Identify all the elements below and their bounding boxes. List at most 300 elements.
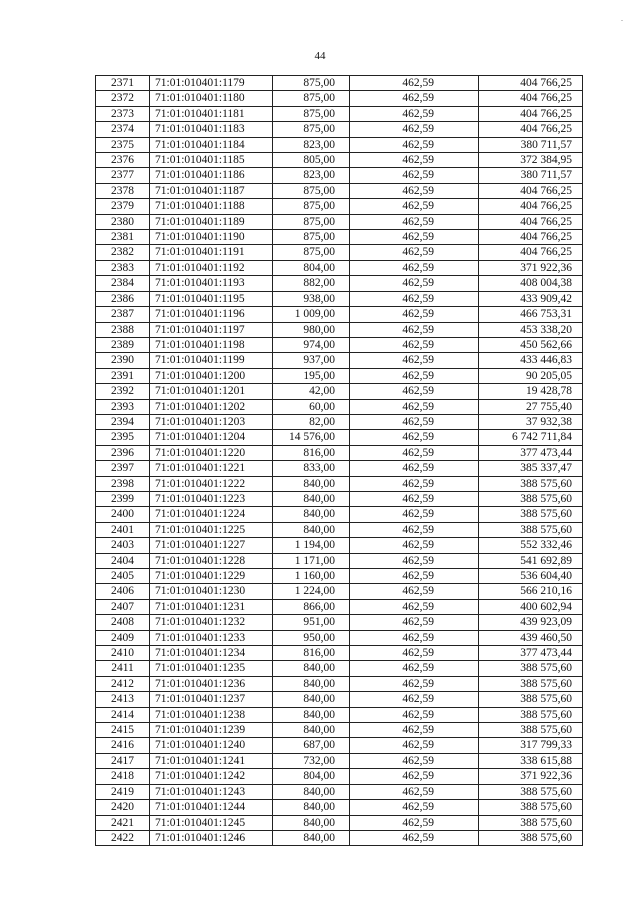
- rate-cell: 462,59: [350, 630, 479, 645]
- value-cell: 552 332,46: [479, 538, 583, 553]
- area-cell: 840,00: [273, 707, 350, 722]
- value-cell: 566 210,16: [479, 584, 583, 599]
- cadastral-number-cell: 71:01:010401:1179: [150, 76, 273, 91]
- cadastral-number-cell: 71:01:010401:1231: [150, 599, 273, 614]
- rate-cell: 462,59: [350, 692, 479, 707]
- row-number-cell: 2404: [96, 553, 150, 568]
- row-number-cell: 2388: [96, 322, 150, 337]
- rate-cell: 462,59: [350, 553, 479, 568]
- table-row: [96, 414, 583, 429]
- row-number-cell: 2376: [96, 153, 150, 168]
- table-row: [96, 569, 583, 584]
- rate-cell: 462,59: [350, 307, 479, 322]
- value-cell: 388 575,60: [479, 707, 583, 722]
- area-cell: 1 171,00: [273, 553, 350, 568]
- area-cell: 951,00: [273, 615, 350, 630]
- table-row: [96, 399, 583, 414]
- value-cell: 388 575,60: [479, 723, 583, 738]
- rate-cell: 462,59: [350, 137, 479, 152]
- area-cell: 823,00: [273, 168, 350, 183]
- table-row: [96, 307, 583, 322]
- value-cell: 404 766,25: [479, 122, 583, 137]
- area-cell: 840,00: [273, 830, 350, 845]
- area-cell: 974,00: [273, 337, 350, 352]
- table-row: [96, 461, 583, 476]
- area-cell: 840,00: [273, 522, 350, 537]
- table-row: [96, 260, 583, 275]
- rate-cell: 462,59: [350, 723, 479, 738]
- value-cell: 404 766,25: [479, 245, 583, 260]
- rate-cell: 462,59: [350, 214, 479, 229]
- area-cell: 866,00: [273, 599, 350, 614]
- rate-cell: 462,59: [350, 153, 479, 168]
- area-cell: 805,00: [273, 153, 350, 168]
- table-row: [96, 723, 583, 738]
- row-number-cell: 2393: [96, 399, 150, 414]
- cadastral-number-cell: 71:01:010401:1228: [150, 553, 273, 568]
- table-row: [96, 76, 583, 91]
- table-row: [96, 384, 583, 399]
- area-cell: 840,00: [273, 784, 350, 799]
- row-number-cell: 2418: [96, 769, 150, 784]
- rate-cell: 462,59: [350, 461, 479, 476]
- area-cell: 840,00: [273, 723, 350, 738]
- cadastral-number-cell: 71:01:010401:1193: [150, 276, 273, 291]
- rate-cell: 462,59: [350, 707, 479, 722]
- area-cell: 840,00: [273, 476, 350, 491]
- table-row: [96, 661, 583, 676]
- cadastral-number-cell: 71:01:010401:1246: [150, 830, 273, 845]
- rate-cell: 462,59: [350, 738, 479, 753]
- cadastral-number-cell: 71:01:010401:1196: [150, 307, 273, 322]
- area-cell: 82,00: [273, 414, 350, 429]
- cadastral-number-cell: 71:01:010401:1239: [150, 723, 273, 738]
- value-cell: 404 766,25: [479, 199, 583, 214]
- table-row: [96, 830, 583, 845]
- value-cell: 6 742 711,84: [479, 430, 583, 445]
- row-number-cell: 2414: [96, 707, 150, 722]
- cadastral-number-cell: 71:01:010401:1236: [150, 676, 273, 691]
- value-cell: 388 575,60: [479, 491, 583, 506]
- rate-cell: 462,59: [350, 476, 479, 491]
- table-row: [96, 214, 583, 229]
- rate-cell: 462,59: [350, 646, 479, 661]
- cadastral-number-cell: 71:01:010401:1200: [150, 368, 273, 383]
- row-number-cell: 2409: [96, 630, 150, 645]
- area-cell: 980,00: [273, 322, 350, 337]
- rate-cell: 462,59: [350, 445, 479, 460]
- rate-cell: 462,59: [350, 615, 479, 630]
- row-number-cell: 2405: [96, 569, 150, 584]
- cadastral-number-cell: 71:01:010401:1240: [150, 738, 273, 753]
- row-number-cell: 2422: [96, 830, 150, 845]
- area-cell: 823,00: [273, 137, 350, 152]
- row-number-cell: 2421: [96, 815, 150, 830]
- value-cell: 388 575,60: [479, 676, 583, 691]
- value-cell: 404 766,25: [479, 230, 583, 245]
- rate-cell: 462,59: [350, 337, 479, 352]
- cadastral-number-cell: 71:01:010401:1186: [150, 168, 273, 183]
- cadastral-number-cell: 71:01:010401:1229: [150, 569, 273, 584]
- value-cell: 388 575,60: [479, 830, 583, 845]
- value-cell: 90 205,05: [479, 368, 583, 383]
- table-row: [96, 368, 583, 383]
- rate-cell: 462,59: [350, 769, 479, 784]
- value-cell: 541 692,89: [479, 553, 583, 568]
- area-cell: 1 194,00: [273, 538, 350, 553]
- row-number-cell: 2386: [96, 291, 150, 306]
- value-cell: 371 922,36: [479, 260, 583, 275]
- rate-cell: 462,59: [350, 830, 479, 845]
- rate-cell: 462,59: [350, 230, 479, 245]
- cadastral-number-cell: 71:01:010401:1183: [150, 122, 273, 137]
- table-row: [96, 599, 583, 614]
- table-row: [96, 507, 583, 522]
- corner-mark: .: [621, 14, 623, 23]
- row-number-cell: 2403: [96, 538, 150, 553]
- cadastral-number-cell: 71:01:010401:1190: [150, 230, 273, 245]
- cadastral-number-cell: 71:01:010401:1227: [150, 538, 273, 553]
- table-row: [96, 615, 583, 630]
- area-cell: 875,00: [273, 76, 350, 91]
- area-cell: 875,00: [273, 199, 350, 214]
- area-cell: 14 576,00: [273, 430, 350, 445]
- table-row: [96, 291, 583, 306]
- rate-cell: 462,59: [350, 569, 479, 584]
- cadastral-number-cell: 71:01:010401:1223: [150, 491, 273, 506]
- row-number-cell: 2383: [96, 260, 150, 275]
- cadastral-number-cell: 71:01:010401:1198: [150, 337, 273, 352]
- value-cell: 37 932,38: [479, 414, 583, 429]
- value-cell: 380 711,57: [479, 137, 583, 152]
- area-cell: 875,00: [273, 214, 350, 229]
- cadastral-number-cell: 71:01:010401:1181: [150, 106, 273, 121]
- area-cell: 816,00: [273, 646, 350, 661]
- value-cell: 433 446,83: [479, 353, 583, 368]
- row-number-cell: 2373: [96, 106, 150, 121]
- value-cell: 19 428,78: [479, 384, 583, 399]
- value-cell: 439 923,09: [479, 615, 583, 630]
- table-row: [96, 676, 583, 691]
- table-row: [96, 322, 583, 337]
- rate-cell: 462,59: [350, 368, 479, 383]
- rate-cell: 462,59: [350, 168, 479, 183]
- table-row: [96, 646, 583, 661]
- cadastral-number-cell: 71:01:010401:1192: [150, 260, 273, 275]
- table-row: [96, 630, 583, 645]
- row-number-cell: 2394: [96, 414, 150, 429]
- value-cell: 317 799,33: [479, 738, 583, 753]
- table-row: [96, 230, 583, 245]
- area-cell: 875,00: [273, 183, 350, 198]
- rate-cell: 462,59: [350, 353, 479, 368]
- area-cell: 875,00: [273, 122, 350, 137]
- cadastral-number-cell: 71:01:010401:1197: [150, 322, 273, 337]
- row-number-cell: 2377: [96, 168, 150, 183]
- area-cell: 833,00: [273, 461, 350, 476]
- rate-cell: 462,59: [350, 199, 479, 214]
- area-cell: 840,00: [273, 800, 350, 815]
- table-row: [96, 800, 583, 815]
- row-number-cell: 2407: [96, 599, 150, 614]
- cadastral-number-cell: 71:01:010401:1237: [150, 692, 273, 707]
- rate-cell: 462,59: [350, 183, 479, 198]
- rate-cell: 462,59: [350, 661, 479, 676]
- value-cell: 404 766,25: [479, 76, 583, 91]
- row-number-cell: 2408: [96, 615, 150, 630]
- rate-cell: 462,59: [350, 507, 479, 522]
- rate-cell: 462,59: [350, 106, 479, 121]
- cadastral-number-cell: 71:01:010401:1191: [150, 245, 273, 260]
- row-number-cell: 2399: [96, 491, 150, 506]
- table-row: [96, 137, 583, 152]
- row-number-cell: 2406: [96, 584, 150, 599]
- table-row: [96, 753, 583, 768]
- cadastral-number-cell: 71:01:010401:1195: [150, 291, 273, 306]
- value-cell: 433 909,42: [479, 291, 583, 306]
- row-number-cell: 2384: [96, 276, 150, 291]
- rate-cell: 462,59: [350, 815, 479, 830]
- row-number-cell: 2371: [96, 76, 150, 91]
- cadastral-number-cell: 71:01:010401:1185: [150, 153, 273, 168]
- row-number-cell: 2419: [96, 784, 150, 799]
- row-number-cell: 2398: [96, 476, 150, 491]
- cadastral-number-cell: 71:01:010401:1233: [150, 630, 273, 645]
- row-number-cell: 2379: [96, 199, 150, 214]
- value-cell: 400 602,94: [479, 599, 583, 614]
- value-cell: 377 473,44: [479, 646, 583, 661]
- cadastral-number-cell: 71:01:010401:1180: [150, 91, 273, 106]
- row-number-cell: 2413: [96, 692, 150, 707]
- table-row: [96, 445, 583, 460]
- area-cell: 937,00: [273, 353, 350, 368]
- cadastral-number-cell: 71:01:010401:1187: [150, 183, 273, 198]
- cadastral-number-cell: 71:01:010401:1224: [150, 507, 273, 522]
- rate-cell: 462,59: [350, 784, 479, 799]
- value-cell: 408 004,38: [479, 276, 583, 291]
- area-cell: 875,00: [273, 106, 350, 121]
- value-cell: 377 473,44: [479, 445, 583, 460]
- cadastral-number-cell: 71:01:010401:1184: [150, 137, 273, 152]
- value-cell: 371 922,36: [479, 769, 583, 784]
- table-row: [96, 769, 583, 784]
- area-cell: 804,00: [273, 769, 350, 784]
- value-cell: 466 753,31: [479, 307, 583, 322]
- value-cell: 388 575,60: [479, 507, 583, 522]
- area-cell: 840,00: [273, 507, 350, 522]
- cadastral-number-cell: 71:01:010401:1202: [150, 399, 273, 414]
- row-number-cell: 2395: [96, 430, 150, 445]
- cadastral-number-cell: 71:01:010401:1221: [150, 461, 273, 476]
- table-row: [96, 183, 583, 198]
- table-row: [96, 353, 583, 368]
- value-cell: 385 337,47: [479, 461, 583, 476]
- table-row: [96, 106, 583, 121]
- cadastral-number-cell: 71:01:010401:1243: [150, 784, 273, 799]
- rate-cell: 462,59: [350, 260, 479, 275]
- area-cell: 875,00: [273, 230, 350, 245]
- rate-cell: 462,59: [350, 384, 479, 399]
- area-cell: 1 009,00: [273, 307, 350, 322]
- row-number-cell: 2416: [96, 738, 150, 753]
- rate-cell: 462,59: [350, 599, 479, 614]
- table-row: [96, 337, 583, 352]
- table-body: [96, 76, 583, 846]
- table-row: [96, 784, 583, 799]
- cadastral-number-cell: 71:01:010401:1225: [150, 522, 273, 537]
- row-number-cell: 2396: [96, 445, 150, 460]
- value-cell: 388 575,60: [479, 661, 583, 676]
- area-cell: 875,00: [273, 91, 350, 106]
- row-number-cell: 2387: [96, 307, 150, 322]
- table-row: [96, 476, 583, 491]
- table-row: [96, 738, 583, 753]
- value-cell: 453 338,20: [479, 322, 583, 337]
- value-cell: 450 562,66: [479, 337, 583, 352]
- page-number: 44: [314, 50, 326, 62]
- table-row: [96, 707, 583, 722]
- rate-cell: 462,59: [350, 800, 479, 815]
- area-cell: 840,00: [273, 661, 350, 676]
- table-row: [96, 91, 583, 106]
- rate-cell: 462,59: [350, 276, 479, 291]
- rate-cell: 462,59: [350, 538, 479, 553]
- cadastral-number-cell: 71:01:010401:1235: [150, 661, 273, 676]
- rate-cell: 462,59: [350, 414, 479, 429]
- rate-cell: 462,59: [350, 676, 479, 691]
- table-row: [96, 553, 583, 568]
- row-number-cell: 2417: [96, 753, 150, 768]
- row-number-cell: 2380: [96, 214, 150, 229]
- table-row: [96, 153, 583, 168]
- area-cell: 938,00: [273, 291, 350, 306]
- cadastral-number-cell: 71:01:010401:1203: [150, 414, 273, 429]
- row-number-cell: 2374: [96, 122, 150, 137]
- rate-cell: 462,59: [350, 245, 479, 260]
- row-number-cell: 2415: [96, 723, 150, 738]
- area-cell: 950,00: [273, 630, 350, 645]
- rate-cell: 462,59: [350, 91, 479, 106]
- area-cell: 1 224,00: [273, 584, 350, 599]
- value-cell: 388 575,60: [479, 784, 583, 799]
- cadastral-number-cell: 71:01:010401:1201: [150, 384, 273, 399]
- rate-cell: 462,59: [350, 122, 479, 137]
- area-cell: 42,00: [273, 384, 350, 399]
- row-number-cell: 2390: [96, 353, 150, 368]
- rate-cell: 462,59: [350, 430, 479, 445]
- cadastral-number-cell: 71:01:010401:1220: [150, 445, 273, 460]
- area-cell: 195,00: [273, 368, 350, 383]
- value-cell: 388 575,60: [479, 815, 583, 830]
- cadastral-number-cell: 71:01:010401:1204: [150, 430, 273, 445]
- row-number-cell: 2411: [96, 661, 150, 676]
- area-cell: 875,00: [273, 245, 350, 260]
- table-row: [96, 245, 583, 260]
- row-number-cell: 2389: [96, 337, 150, 352]
- row-number-cell: 2391: [96, 368, 150, 383]
- row-number-cell: 2400: [96, 507, 150, 522]
- table-row: [96, 692, 583, 707]
- row-number-cell: 2378: [96, 183, 150, 198]
- rate-cell: 462,59: [350, 522, 479, 537]
- rate-cell: 462,59: [350, 291, 479, 306]
- area-cell: 840,00: [273, 815, 350, 830]
- rate-cell: 462,59: [350, 76, 479, 91]
- value-cell: 404 766,25: [479, 91, 583, 106]
- table-row: [96, 430, 583, 445]
- cadastral-number-cell: 71:01:010401:1234: [150, 646, 273, 661]
- value-cell: 388 575,60: [479, 522, 583, 537]
- cadastral-number-cell: 71:01:010401:1242: [150, 769, 273, 784]
- rate-cell: 462,59: [350, 322, 479, 337]
- cadastral-number-cell: 71:01:010401:1188: [150, 199, 273, 214]
- rate-cell: 462,59: [350, 753, 479, 768]
- cadastral-number-cell: 71:01:010401:1199: [150, 353, 273, 368]
- value-cell: 388 575,60: [479, 800, 583, 815]
- area-cell: 732,00: [273, 753, 350, 768]
- row-number-cell: 2412: [96, 676, 150, 691]
- table-row: [96, 815, 583, 830]
- table-row: [96, 538, 583, 553]
- row-number-cell: 2372: [96, 91, 150, 106]
- table-row: [96, 122, 583, 137]
- row-number-cell: 2397: [96, 461, 150, 476]
- rate-cell: 462,59: [350, 399, 479, 414]
- table-row: [96, 584, 583, 599]
- row-number-cell: 2420: [96, 800, 150, 815]
- cadastral-number-cell: 71:01:010401:1238: [150, 707, 273, 722]
- value-cell: 338 615,88: [479, 753, 583, 768]
- cadastral-number-cell: 71:01:010401:1241: [150, 753, 273, 768]
- table-row: [96, 168, 583, 183]
- row-number-cell: 2410: [96, 646, 150, 661]
- row-number-cell: 2381: [96, 230, 150, 245]
- row-number-cell: 2382: [96, 245, 150, 260]
- cadastral-number-cell: 71:01:010401:1245: [150, 815, 273, 830]
- value-cell: 404 766,25: [479, 106, 583, 121]
- area-cell: 840,00: [273, 676, 350, 691]
- value-cell: 372 384,95: [479, 153, 583, 168]
- value-cell: 388 575,60: [479, 692, 583, 707]
- table-row: [96, 491, 583, 506]
- value-cell: 27 755,40: [479, 399, 583, 414]
- area-cell: 816,00: [273, 445, 350, 460]
- value-cell: 536 604,40: [479, 569, 583, 584]
- value-cell: 404 766,25: [479, 183, 583, 198]
- cadastral-table: [95, 75, 583, 846]
- cadastral-number-cell: 71:01:010401:1189: [150, 214, 273, 229]
- area-cell: 1 160,00: [273, 569, 350, 584]
- rate-cell: 462,59: [350, 491, 479, 506]
- area-cell: 804,00: [273, 260, 350, 275]
- cadastral-number-cell: 71:01:010401:1222: [150, 476, 273, 491]
- row-number-cell: 2392: [96, 384, 150, 399]
- table-row: [96, 522, 583, 537]
- area-cell: 840,00: [273, 491, 350, 506]
- cadastral-number-cell: 71:01:010401:1230: [150, 584, 273, 599]
- value-cell: 388 575,60: [479, 476, 583, 491]
- table-row: [96, 199, 583, 214]
- cadastral-number-cell: 71:01:010401:1232: [150, 615, 273, 630]
- table-row: [96, 276, 583, 291]
- row-number-cell: 2401: [96, 522, 150, 537]
- rate-cell: 462,59: [350, 584, 479, 599]
- area-cell: 60,00: [273, 399, 350, 414]
- value-cell: 380 711,57: [479, 168, 583, 183]
- area-cell: 687,00: [273, 738, 350, 753]
- value-cell: 404 766,25: [479, 214, 583, 229]
- area-cell: 882,00: [273, 276, 350, 291]
